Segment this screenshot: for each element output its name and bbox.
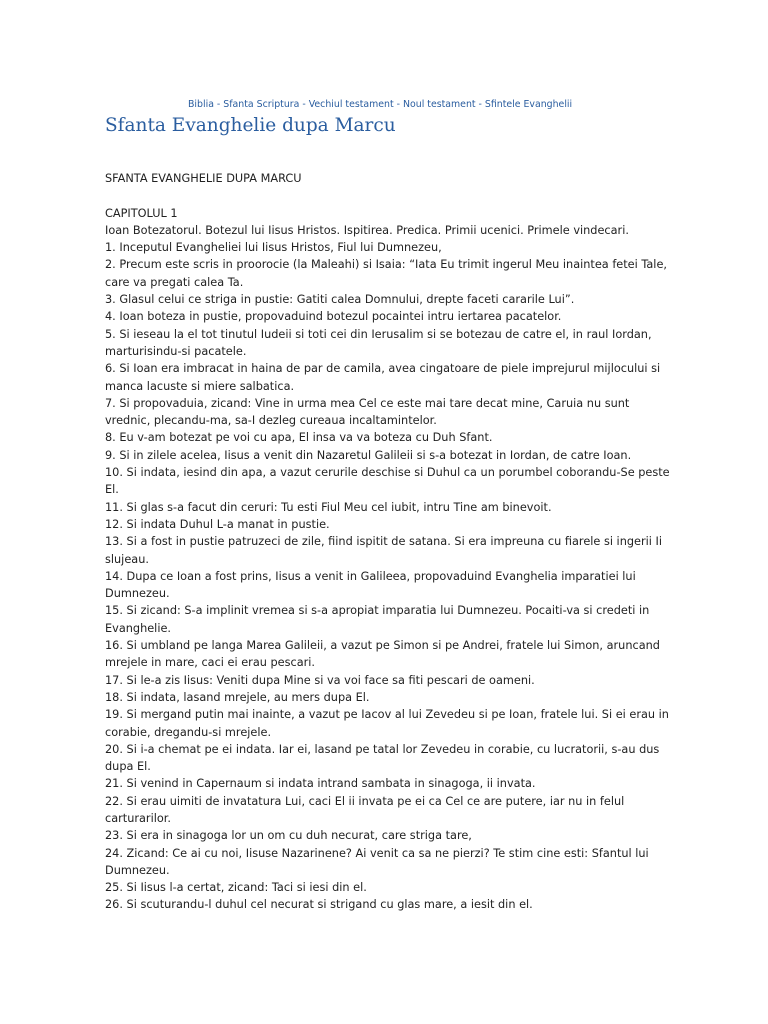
verse: 19. Si mergand putin mai inainte, a vazut pe Iacov al lui Zevedeu si pe Ioan, fratele lui. Si ei erau in corabie, dregandu-si mrejele. (105, 708, 669, 739)
verse: 26. Si scuturandu-l duhul cel necurat si strigand cu glas mare, a iesit din el. (105, 898, 533, 912)
verse: 23. Si era in sinagoga lor un om cu duh necurat, care striga tare, (105, 829, 472, 843)
spacer (105, 187, 675, 204)
breadcrumb-separator: - (475, 99, 485, 110)
breadcrumb (188, 99, 748, 111)
verse: 20. Si i-a chemat pe ei indata. Iar ei, lasand pe tatal lor Zevedeu in corabie, cu lucratorii, s-au dus dupa El. (105, 742, 660, 774)
verse: 18. Si indata, lasand mrejele, au mers dupa El. (105, 690, 370, 704)
breadcrumb-separator: - (393, 99, 404, 110)
breadcrumb-link-sfintele-evanghelii[interactable]: Sfintele Evanghelii (484, 99, 573, 110)
verse: 4. Ioan boteza in pustie, propovaduind botezul pocaintei intru iertarea pacatelor. (105, 310, 562, 324)
document-body (105, 170, 675, 914)
chapter-summary: Ioan Botezatorul. Botezul lui Iisus Hristos. Ispitirea. Predica. Primii ucenici. Primele vindecari. (105, 223, 629, 237)
page-title: Sfanta Evanghelie dupa Marcu (105, 115, 396, 136)
verse: 7. Si propovaduia, zicand: Vine in urma mea Cel ce este mai tare decat mine, Caruia nu sunt vrednic, plecandu-ma, sa-I dezleg cureaua incaltamintelor. (105, 396, 630, 428)
verse: 3. Glasul celui ce striga in pustie: Gatiti calea Domnului, drepte faceti cararile Lui”. (105, 293, 575, 307)
verse: 24. Zicand: Ce ai cu noi, Iisuse Nazarinene? Ai venit ca sa ne pierzi? Te stim cine esti: Sfantul lui Dumnezeu. (105, 846, 649, 877)
verse: 12. Si indata Duhul L-a manat in pustie. (105, 517, 330, 531)
verse: 21. Si venind in Capernaum si indata intrand sambata in sinagoga, ii invata. (105, 777, 536, 791)
verse: 2. Precum este scris in proorocie (la Maleahi) si Isaia: “Iata Eu trimit ingerul Meu inaintea fetei Tale, care va pregati calea Ta. (105, 258, 667, 289)
verse: 15. Si zicand: S-a implinit vremea si s-a apropiat imparatia lui Dumnezeu. Pocaiti-va si credeti in Evanghelie. (105, 604, 650, 635)
breadcrumb-link-sfanta-scriptura[interactable]: Sfanta Scriptura (223, 99, 300, 110)
verse: 22. Si erau uimiti de invatatura Lui, caci El ii invata pe ei ca Cel ce are putere, iar nu in felul carturarilor. (105, 794, 625, 825)
document-heading: SFANTA EVANGHELIE DUPA MARCU (105, 172, 302, 185)
verse: 25. Si Iisus l-a certat, zicand: Taci si iesi din el. (105, 881, 367, 895)
breadcrumb-link-noul-testament[interactable]: Noul testament (403, 99, 476, 110)
verse: 14. Dupa ce Ioan a fost prins, Iisus a venit in Galileea, propovaduind Evanghelia imparatiei lui Dumnezeu. (105, 569, 636, 601)
breadcrumb-link-biblia[interactable]: Biblia (188, 99, 214, 110)
verse: 10. Si indata, iesind din apa, a vazut cerurile deschise si Duhul ca un porumbel coborandu-Se peste El. (105, 466, 670, 497)
verse: 9. Si in zilele acelea, Iisus a venit din Nazaretul Galileii si s-a botezat in Iordan, de catre Ioan. (105, 448, 632, 462)
verse: 16. Si umbland pe langa Marea Galileii, a vazut pe Simon si pe Andrei, fratele lui Simon, aruncand mrejele in mare, caci ei erau pescari. (105, 639, 660, 670)
breadcrumb-separator: - (213, 99, 224, 110)
verse: 6. Si Ioan era imbracat in haina de par de camila, avea cingatoare de piele imprejurul mijlocului si manca lacuste si miere salbatica. (105, 362, 661, 393)
verse: 11. Si glas s-a facut din ceruri: Tu esti Fiul Meu cel iubit, intru Tine am binevoit. (105, 500, 552, 514)
verse: 5. Si ieseau la el tot tinutul Iudeii si toti cei din Ierusalim si se botezau de catre el, in raul Iordan, marturisindu-si pacatele. (105, 327, 652, 358)
verse: 1. Inceputul Evangheliei lui Iisus Hristos, Fiul lui Dumnezeu, (105, 241, 442, 255)
verse: 8. Eu v-am botezat pe voi cu apa, El insa va va boteza cu Duh Sfant. (105, 431, 493, 445)
breadcrumb-separator: - (299, 99, 309, 110)
chapter-heading: CAPITOLUL 1 (105, 206, 178, 220)
verse: 17. Si le-a zis Iisus: Veniti dupa Mine si va voi face sa fiti pescari de oameni. (105, 673, 535, 687)
verse: 13. Si a fost in pustie patruzeci de zile, fiind ispitit de satana. Si era impreuna cu fiarele si ingerii Ii slujeau. (105, 535, 662, 566)
breadcrumb-link-vechiul-testament[interactable]: Vechiul testament (308, 99, 394, 110)
